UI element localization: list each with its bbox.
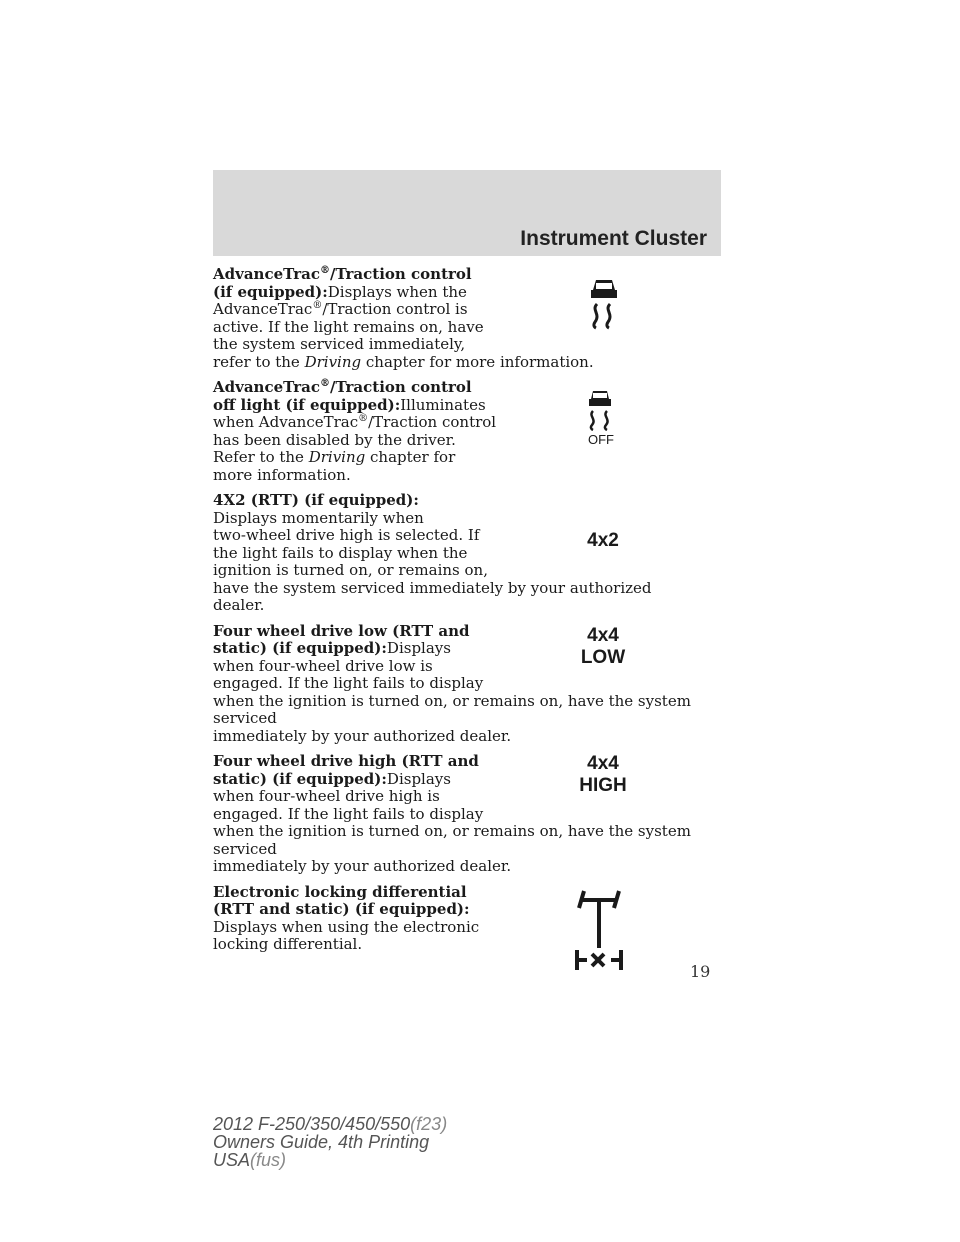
footer-region-code: (fus)	[250, 1150, 287, 1170]
advancetrac-off-section: AdvanceTrac®/Traction control off light (if equipped):Illuminates when AdvanceTrac®/Traction control has been disabled by the driver. Refer to the Driving chapter for more information. OFF	[213, 379, 703, 484]
section-title: Instrument Cluster	[520, 227, 707, 250]
4x2-section: 4X2 (RTT) (if equipped): Displays momentarily when two-wheel drive high is selected. If the light fails to display when the ignition is turned on, or remains on, have the system serviced immediately by your authorized dealer. 4x2	[213, 491, 652, 614]
footer-region: USA	[213, 1150, 251, 1170]
4x2-indicator-icon: 4x2	[587, 530, 619, 551]
4x4-low-section: Four wheel drive low (RTT and static) (if equipped):Displays when four-wheel drive low is engaged. If the light fails to display when the ignition is turned on, or remains on, have the system serviced immediately by your authorized dealer. 4x4 LOW	[213, 621, 691, 745]
4x4-low-indicator-icon: 4x4 LOW	[580, 624, 626, 668]
skidding-car-off-icon	[581, 387, 621, 447]
footer-guide: Owners Guide, 4th Printing	[213, 1132, 430, 1152]
off-label: OFF	[588, 432, 614, 447]
section-header-bar	[213, 170, 721, 256]
page-number: 19	[690, 962, 711, 981]
4x4-high-section: Four wheel drive high (RTT and static) (if equipped):Displays when four-wheel drive high is engaged. If the light fails to display when the ignition is turned on, or remains on, have the system serviced immediately by your authorized dealer. 4x4 HIGH	[213, 752, 691, 875]
locking-differential-icon	[573, 888, 625, 972]
footer-model-code: (f23)	[410, 1114, 448, 1134]
4x4-high-indicator-icon: 4x4 HIGH	[579, 753, 627, 796]
skidding-car-icon	[587, 276, 621, 330]
page-content	[213, 266, 703, 972]
footer-model: 2012 F-250/350/450/550	[213, 1114, 411, 1134]
locking-differential-section: Electronic locking differential (RTT and static) (if equipped): Displays when using the electronic locking differential.	[213, 884, 703, 964]
advancetrac-section: AdvanceTrac®/Traction control (if equipped):Displays when the AdvanceTrac®/Traction control is active. If the light remains on, have the system serviced immediately, refer to the Driving chapter for more information.	[213, 266, 703, 371]
document-footer	[213, 1115, 447, 1169]
